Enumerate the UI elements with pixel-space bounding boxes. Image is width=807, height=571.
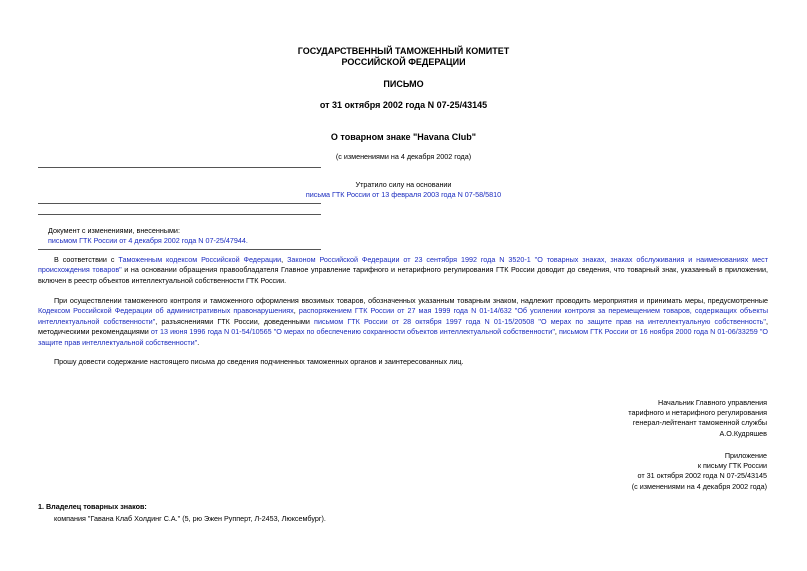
signature-line: Начальник Главного управления (658, 398, 767, 407)
paragraph-1 (38, 255, 768, 286)
org-name-line2: РОССИЙСКОЙ ФЕДЕРАЦИИ (341, 57, 466, 67)
paragraph-2 (38, 296, 768, 348)
lost-force-link[interactable]: письма ГТК России от 13 февраля 2003 года N 07-58/5810 (305, 190, 502, 199)
separator-line (38, 249, 321, 250)
letter-2000-link[interactable]: письмом ГТК России от 16 ноября 2000 года N 01-06/33259 "О защите прав интеллектуальной собственности" (38, 327, 768, 347)
order-1999-link[interactable]: распоряжением ГТК России от 27 мая 1999 года N 01-14/632 "Об усилении контроля за перемещением товаров, содержащих объекты интеллектуальной собственности" (38, 306, 768, 326)
paragraph-2-text: При осуществлении таможенного контроля и таможенного оформления ввозимых товаров, обозначенных указанным товарным знаком, надлежит проводить мероприятия и принимать меры, предусмотренные (54, 296, 768, 305)
separator-line (38, 167, 321, 168)
doc-amendments: (с изменениями на 4 декабря 2002 года) (335, 152, 472, 161)
doc-subject: О товарном знаке "Havana Club" (330, 132, 477, 142)
changes-note-link[interactable]: письмом ГТК России от 4 декабря 2002 года N 07-25/47944. (48, 236, 248, 245)
customs-code-link[interactable]: Таможенным кодексом Российской Федерации (118, 255, 282, 264)
appendix-line: от 31 октября 2002 года N 07-25/43145 (637, 471, 767, 481)
owner-heading: 1. Владелец товарных знаков: (38, 502, 147, 511)
appendix-line: к письму ГТК России (697, 461, 767, 471)
trademark-law-link[interactable]: Законом Российской Федерации от 23 сентября 1992 года N 3520-1 "О товарных знаках, знаках обслуживания и наименованиях мест происхождения товаров" (38, 255, 768, 275)
signature-name: А.О.Кудряшев (719, 428, 767, 438)
appendix-line: Приложение (724, 451, 767, 460)
paragraph-2-text: , (554, 327, 559, 337)
owner-text: компания "Гавана Клаб Холдинг С.А." (5, рю Эжен Рупперт, Л-2453, Люксембург). (54, 514, 326, 523)
doc-date-number: от 31 октября 2002 года N 07-25/43145 (319, 100, 488, 110)
admin-code-link[interactable]: Кодексом Российской Федерации об административных правонарушениях (38, 306, 294, 316)
letter-1997-link[interactable]: письмом ГТК России от 28 октября 1997 года N 01-15/20508 "О мерах по защите прав на интеллектуальную собственность" (314, 316, 766, 326)
paragraph-2-text: , методическими рекомендациями (38, 316, 768, 337)
signature-line: тарифного и нетарифного регулирования (628, 408, 767, 418)
changes-note-text: Документ с изменениями, внесенными: (48, 226, 180, 235)
org-name-line1: ГОСУДАРСТВЕННЫЙ ТАМОЖЕННЫЙ КОМИТЕТ (297, 46, 510, 56)
doc-type: ПИСЬМО (383, 79, 424, 89)
paragraph-3: Прошу довести содержание настоящего письма до сведения подчиненных таможенных органов и заинтересованных лиц. (54, 357, 464, 366)
signature-line: генерал-лейтенант таможенной службы (632, 418, 767, 428)
paragraph-2-text: , разъяснениями ГТК России, доведенными (155, 316, 315, 326)
paragraph-1-text: В соответствии с (54, 255, 119, 264)
paragraph-1-text: и на основании обращения правообладателя Главное управление тарифного и нетарифного регулирования ГТК России доводит до сведения, что товарный знак, указанный в приложении, включен в реестр объектов интеллектуальной собственности ГТК России. (38, 265, 768, 285)
signature-block (628, 398, 767, 439)
separator-line (38, 214, 321, 215)
appendix-block (632, 451, 767, 492)
paragraph-2-text: , (293, 306, 299, 316)
paragraph-2-text: . (197, 337, 200, 347)
paragraph-1-text: , (281, 255, 288, 264)
lost-force-text: Утратило силу на основании (355, 180, 452, 189)
separator-line (38, 203, 321, 204)
recommendations-1996-link[interactable]: от 13 июня 1996 года N 01-54/10565 "О мерах по обеспечению сохранности объектов интеллектуальной собственности" (150, 327, 555, 337)
appendix-line: (с изменениями на 4 декабря 2002 года) (631, 481, 767, 491)
